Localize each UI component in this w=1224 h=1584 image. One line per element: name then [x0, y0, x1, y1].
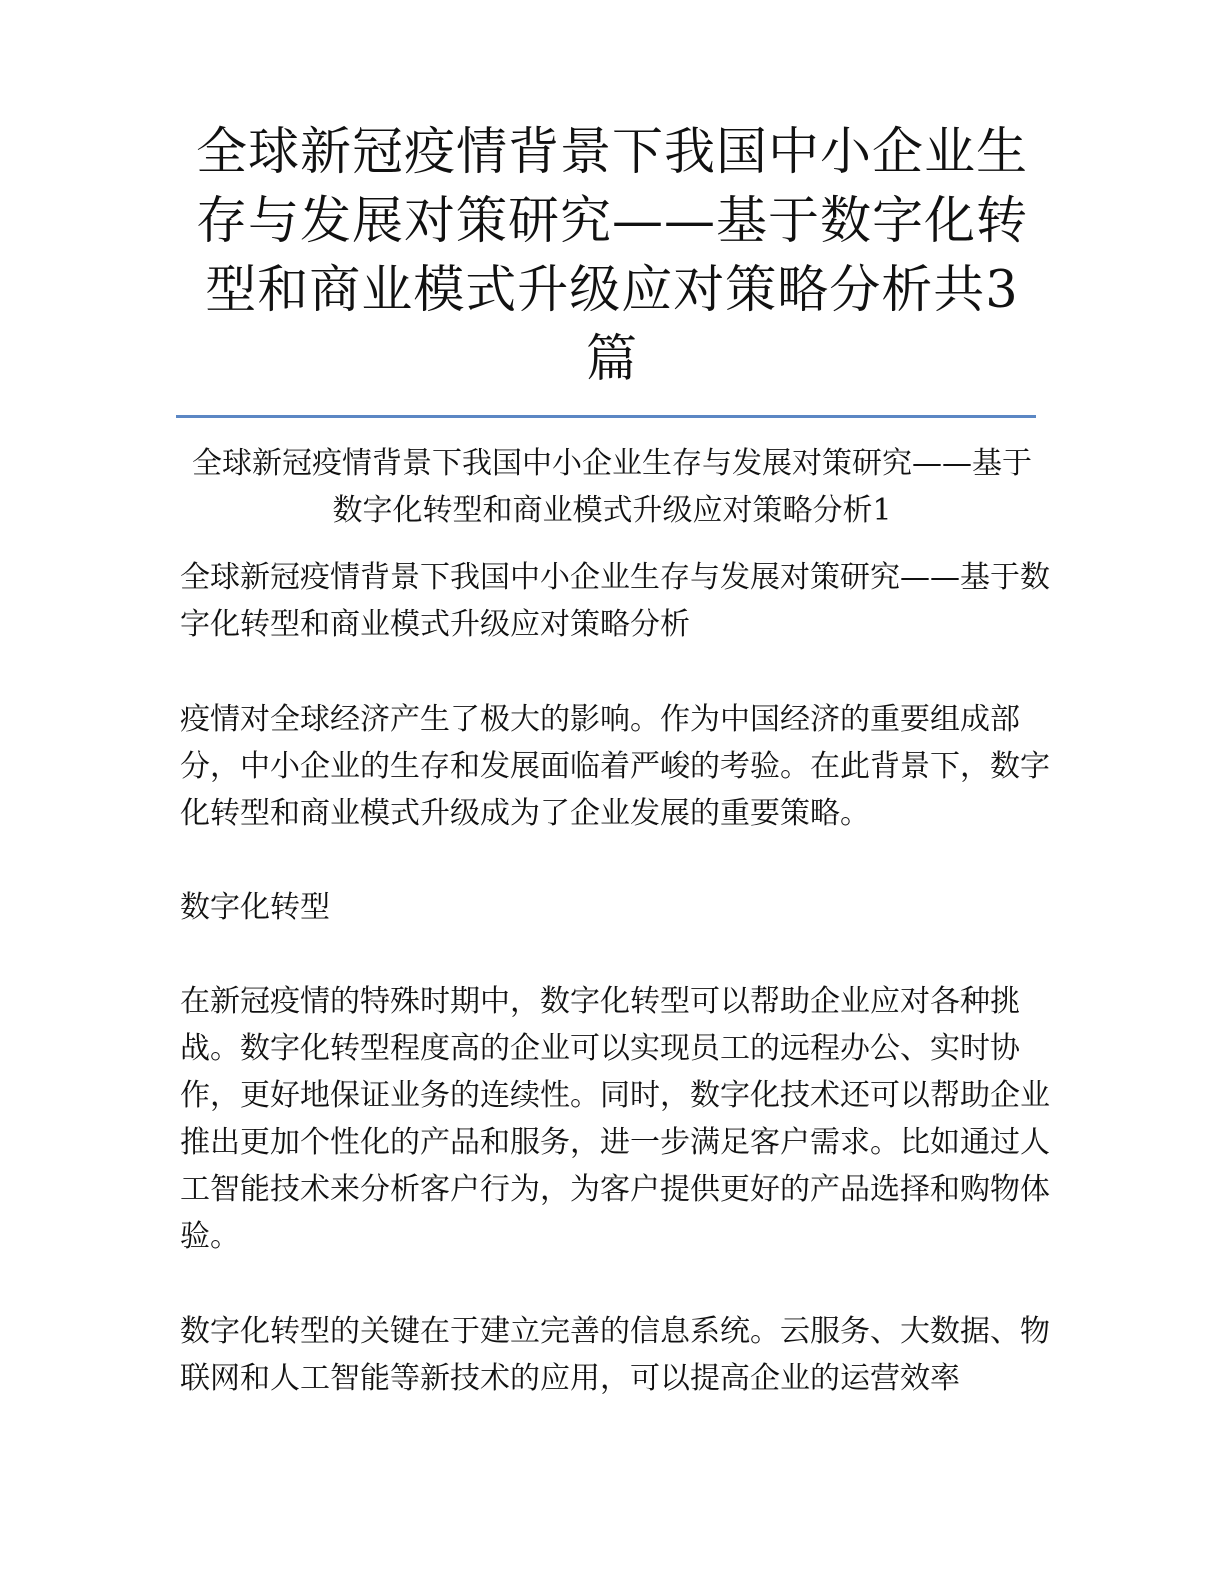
section-heading: 全球新冠疫情背景下我国中小企业生存与发展对策研究——基于数字化转型和商业模式升级应对策略分析1	[192, 446, 1032, 528]
document-title: 全球新冠疫情背景下我国中小企业生存与发展对策研究——基于数字化转型和商业模式升级应对策略分析共3篇	[195, 123, 1028, 389]
digital-transformation-paragraph: 在新冠疫情的特殊时期中，数字化转型可以帮助企业应对各种挑战。数字化转型程度高的企业可以实现员工的远程办公、实时协作，更好地保证业务的连续性。同时，数字化技术还可以帮助企业推出更加个性化的产品和服务，进一步满足客户需求。比如通过人工智能技术来分析客户行为，为客户提供更好的产品选择和购物体验。	[180, 984, 1050, 1254]
title-divider	[176, 415, 1036, 418]
article-title-paragraph: 全球新冠疫情背景下我国中小企业生存与发展对策研究——基于数字化转型和商业模式升级应对策略分析	[180, 560, 1050, 642]
intro-paragraph: 疫情对全球经济产生了极大的影响。作为中国经济的重要组成部分，中小企业的生存和发展面临着严峻的考验。在此背景下，数字化转型和商业模式升级成为了企业发展的重要策略。	[180, 702, 1050, 831]
sub-heading-digital-transformation: 数字化转型	[180, 890, 330, 925]
information-system-paragraph: 数字化转型的关键在于建立完善的信息系统。云服务、大数据、物联网和人工智能等新技术的应用，可以提高企业的运营效率	[180, 1314, 1050, 1396]
